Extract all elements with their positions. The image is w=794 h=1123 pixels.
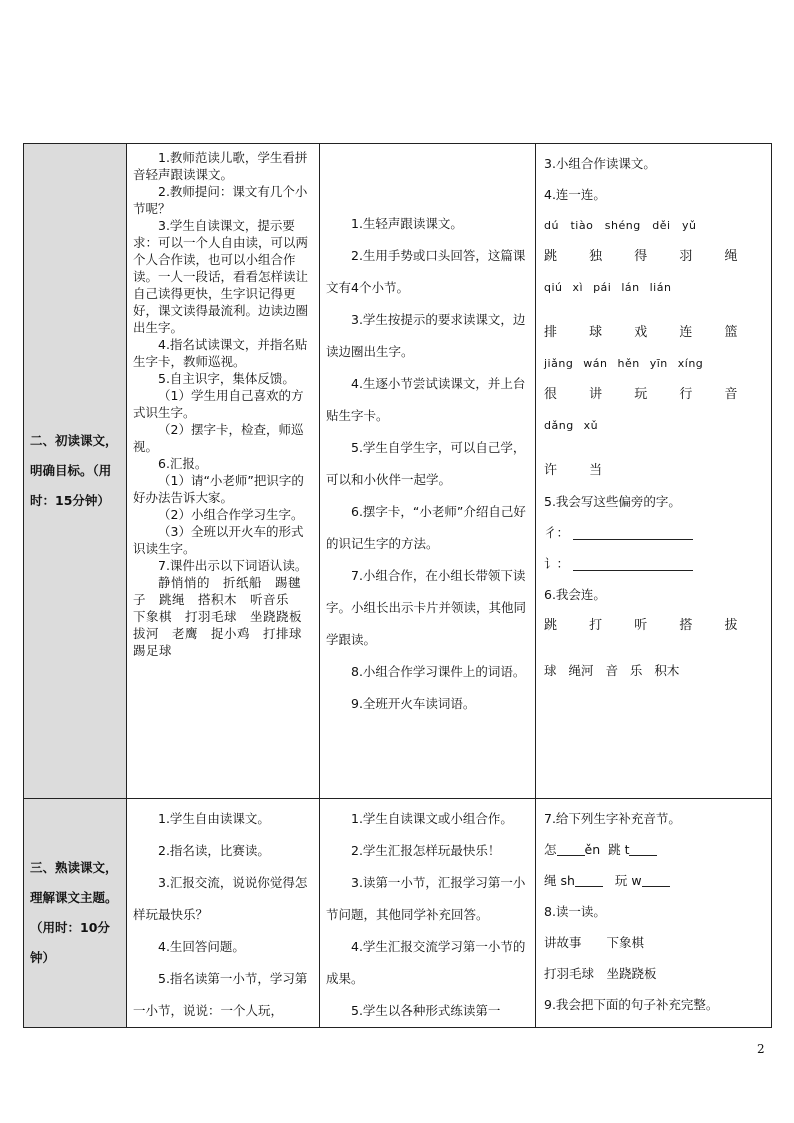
table-row xyxy=(24,144,772,799)
pinyin-row: dǎng xǔ xyxy=(544,419,599,432)
word-list: 静悄悄的 折纸船 踢毽子 跳绳 搭积木 听音乐 下象棋 打羽毛球 坐跷跷板 拔河 老鹰 捉小鸡 打排球 踢足球 xyxy=(133,575,316,658)
word-row: 打羽毛球 坐跷跷板 xyxy=(544,966,657,981)
exercise-item: 5.我会写这些偏旁的字。 xyxy=(544,494,681,509)
radical-line xyxy=(544,548,765,579)
teacher-activities xyxy=(127,144,320,799)
answer-blank[interactable] xyxy=(573,527,693,540)
list-item: 4.生回答问题。 xyxy=(158,939,245,954)
pinyin-row: dú tiào shéng děi yǔ xyxy=(544,219,697,232)
list-item: （3）全班以开火车的形式识读生字。 xyxy=(133,524,304,556)
pinyin-row: qiú xì pái lán lián xyxy=(544,281,672,294)
fill-char: 绳 sh xyxy=(544,873,575,888)
list-item: 2.教师提问：课文有几个小节呢？ xyxy=(133,184,308,216)
exercise-cell xyxy=(536,144,772,799)
list-item: 2.生用手势或口头回答，这篇课文有4个小节。 xyxy=(326,248,526,295)
answer-blank[interactable] xyxy=(629,845,657,856)
hanzi-row: 许 当 xyxy=(544,463,617,478)
lesson-plan-table xyxy=(23,143,772,1028)
exercise-item: 9.我会把下面的句子补充完整。 xyxy=(544,997,719,1012)
hanzi-row: 跳 独 得 羽 绳 xyxy=(544,249,752,264)
stage-cell: 二、初读课文，明确目标。（用时：15分钟） xyxy=(24,144,127,799)
word-row: 讲故事 下象棋 xyxy=(544,935,645,950)
list-item: 3.学生自读课文，提示要求：可以一个人自由读，可以两个人合作读，也可以小组合作读。一人一段话，看看怎样读让自己读得更快，生字识记得更好，课文读得最流利。边读边圈出生字。 xyxy=(133,218,309,335)
list-item: 1.学生自读课文或小组合作。 xyxy=(351,811,513,826)
list-item: 2.学生汇报怎样玩最快乐！ xyxy=(351,843,501,858)
pinyin-row: jiǎng wán hěn yīn xíng xyxy=(544,357,704,370)
list-item: 2.指名读，比赛读。 xyxy=(158,843,270,858)
list-item: 8.小组合作学习课件上的词语。 xyxy=(351,664,526,679)
exercise-item: 8.读一读。 xyxy=(544,904,606,919)
exercise-cell xyxy=(536,799,772,1028)
list-item: 3.读第一小节，汇报学习第一小节问题，其他同学补充回答。 xyxy=(326,875,526,922)
list-item: 5.学生以各种形式练读第一 xyxy=(351,1003,501,1018)
list-item: （2）摆字卡，检查，师巡视。 xyxy=(133,422,304,454)
hanzi-row: 跳 打 听 搭 拔 xyxy=(544,618,752,633)
answer-blank[interactable] xyxy=(573,558,693,571)
exercise-item: 7.给下列生字补充音节。 xyxy=(544,811,681,826)
list-item: （1）请“小老师”把识字的好办法告诉大家。 xyxy=(133,473,304,505)
list-item: 5.学生自学生字，可以自己学，可以和小伙伴一起学。 xyxy=(326,440,526,487)
list-item: 4.生逐小节尝试读课文，并上台贴生字卡。 xyxy=(326,376,526,423)
list-item: 3.学生按提示的要求读课文，边读边圈出生字。 xyxy=(326,312,526,359)
table-row xyxy=(24,799,772,1028)
page-number: 2 xyxy=(757,1042,765,1056)
list-item: 6.汇报。 xyxy=(158,456,208,471)
student-activities xyxy=(320,799,536,1028)
fill-line xyxy=(544,834,765,865)
hanzi-row: 排 球 戏 连 篮 xyxy=(544,325,752,340)
hanzi-row: 球 绳河 音 乐 积木 xyxy=(544,663,680,678)
list-item: 1.生轻声跟读课文。 xyxy=(351,216,463,231)
list-item: （2）小组合作学习生字。 xyxy=(158,507,304,522)
stage-cell: 三、熟读课文，理解课文主题。（用时：10分钟） xyxy=(24,799,127,1028)
student-activities xyxy=(320,144,536,799)
list-item: 3.汇报交流，说说你觉得怎样玩最快乐？ xyxy=(133,875,308,922)
fill-line xyxy=(544,865,765,896)
list-item: 6.摆字卡，“小老师”介绍自己好的识记生字的方法。 xyxy=(326,504,526,551)
fill-char: 跳 t xyxy=(608,842,630,857)
list-item: 1.学生自由读课文。 xyxy=(158,811,270,826)
list-item: 7.课件出示以下词语认读。 xyxy=(158,558,308,573)
list-item: （1）学生用自己喜欢的方式识生字。 xyxy=(133,388,304,420)
exercise-item: 3.小组合作读课文。 xyxy=(544,156,656,171)
list-item: 7.小组合作，在小组长带领下读字。小组长出示卡片并领读，其他同学跟读。 xyxy=(326,568,527,647)
list-item: 9.全班开火车读词语。 xyxy=(351,696,476,711)
list-item: 4.学生汇报交流学习第一小节的成果。 xyxy=(326,939,526,986)
answer-blank[interactable] xyxy=(557,845,585,856)
answer-blank[interactable] xyxy=(642,876,670,887)
list-item: 1.教师范读儿歌，学生看拼音轻声跟读课文。 xyxy=(133,150,308,182)
radical-label: 彳： xyxy=(544,525,570,540)
fill-pinyin: ěn xyxy=(584,842,601,857)
teacher-activities xyxy=(127,799,320,1028)
list-item: 4.指名试读课文，并指名贴生字卡，教师巡视。 xyxy=(133,337,308,369)
radical-label: 讠： xyxy=(544,556,570,571)
radical-line xyxy=(544,517,765,548)
exercise-item: 6.我会连。 xyxy=(544,587,606,602)
list-item: 5.自主识字，集体反馈。 xyxy=(158,371,295,386)
hanzi-row: 很 讲 玩 行 音 xyxy=(544,387,752,402)
fill-char: 怎 xyxy=(544,842,557,857)
list-item: 5.指名读第一小节，学习第一小节，说说：一个人玩， xyxy=(133,971,308,1018)
fill-char: 玩 w xyxy=(614,873,642,888)
answer-blank[interactable] xyxy=(575,876,603,887)
exercise-item: 4.连一连。 xyxy=(544,187,606,202)
